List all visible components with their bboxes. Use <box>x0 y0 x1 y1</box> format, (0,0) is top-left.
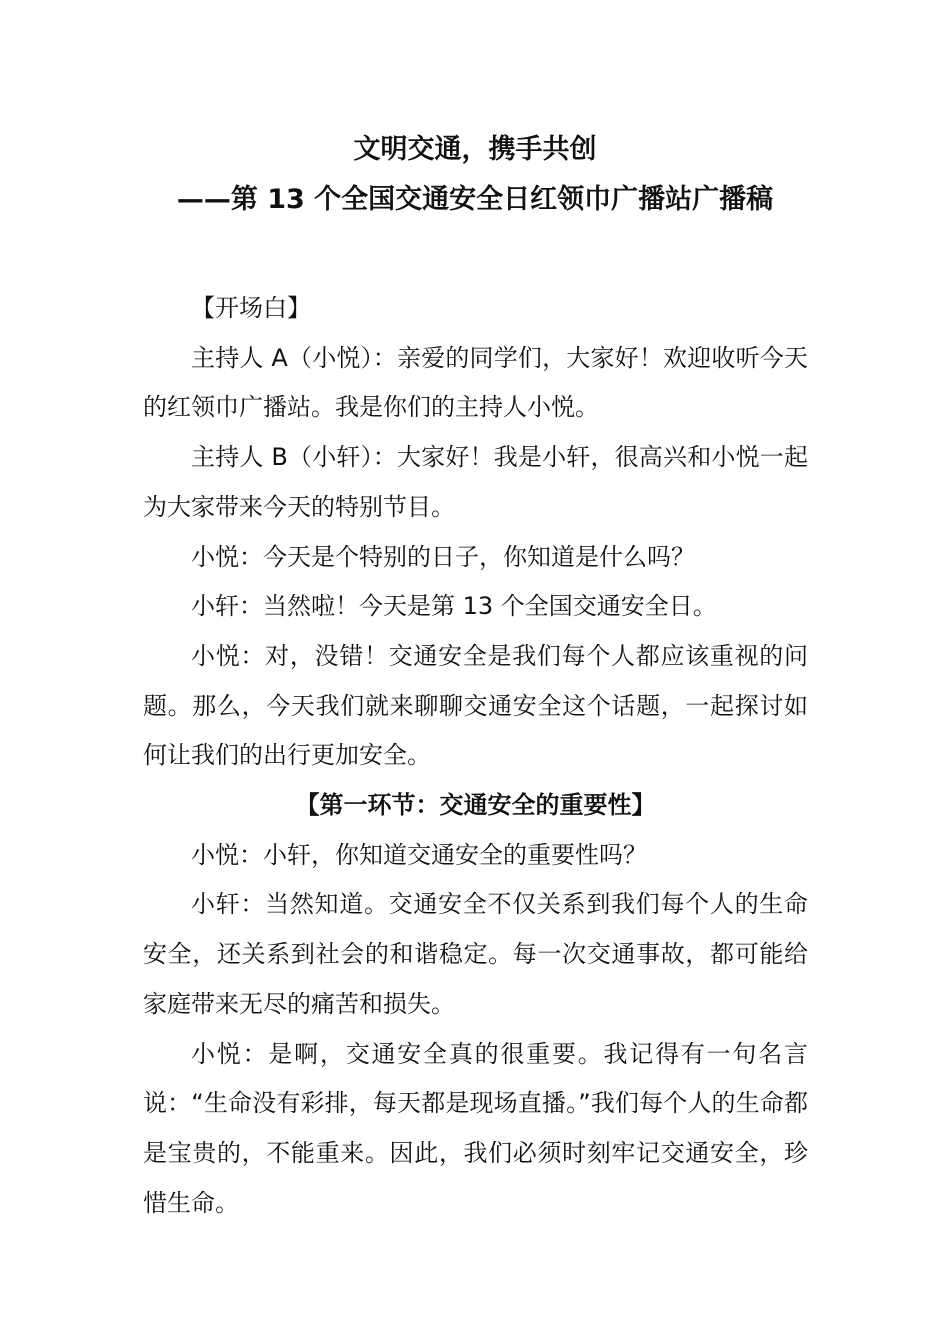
document-body <box>143 284 808 1228</box>
section-heading-part-one: 【第一环节：交通安全的重要性】 <box>295 791 656 820</box>
document-subtitle: ——第 13 个全国交通安全日红领巾广播站广播稿 <box>176 184 774 215</box>
dialogue-paragraph: 小轩：当然知道。交通安全不仅关系到我们每个人的生命安全，还关系到社会的和谐稳定。每一次交通事故，都可能给家庭带来无尽的痛苦和损失。 <box>143 890 808 1018</box>
document-title: 文明交通，携手共创 <box>353 134 597 165</box>
dialogue-paragraph: 小悦：是啊，交通安全真的很重要。我记得有一句名言说：“生命没有彩排，每天都是现场直播。”我们每个人的生命都是宝贵的，不能重来。因此，我们必须时刻牢记交通安全，珍惜生命。 <box>143 1039 808 1217</box>
dialogue-paragraph: 小轩：当然啦！今天是第 13 个全国交通安全日。 <box>191 592 717 621</box>
dialogue-paragraph: 小悦：小轩，你知道交通安全的重要性吗？ <box>191 840 647 869</box>
dialogue-paragraph: 小悦：对，没错！交通安全是我们每个人都应该重视的问题。那么，今天我们就来聊聊交通安全这个话题，一起探讨如何让我们的出行更加安全。 <box>143 641 808 770</box>
dialogue-paragraph: 主持人 A（小悦）：亲爱的同学们，大家好！欢迎收听今天的红领巾广播站。我是你们的主持人小悦。 <box>143 343 808 422</box>
section-heading-opening: 【开场白】 <box>191 294 311 322</box>
dialogue-paragraph: 主持人 B（小轩）：大家好！我是小轩，很高兴和小悦一起为大家带来今天的特别节目。 <box>143 443 808 521</box>
dialogue-paragraph: 小悦：今天是个特别的日子，你知道是什么吗？ <box>191 542 695 571</box>
